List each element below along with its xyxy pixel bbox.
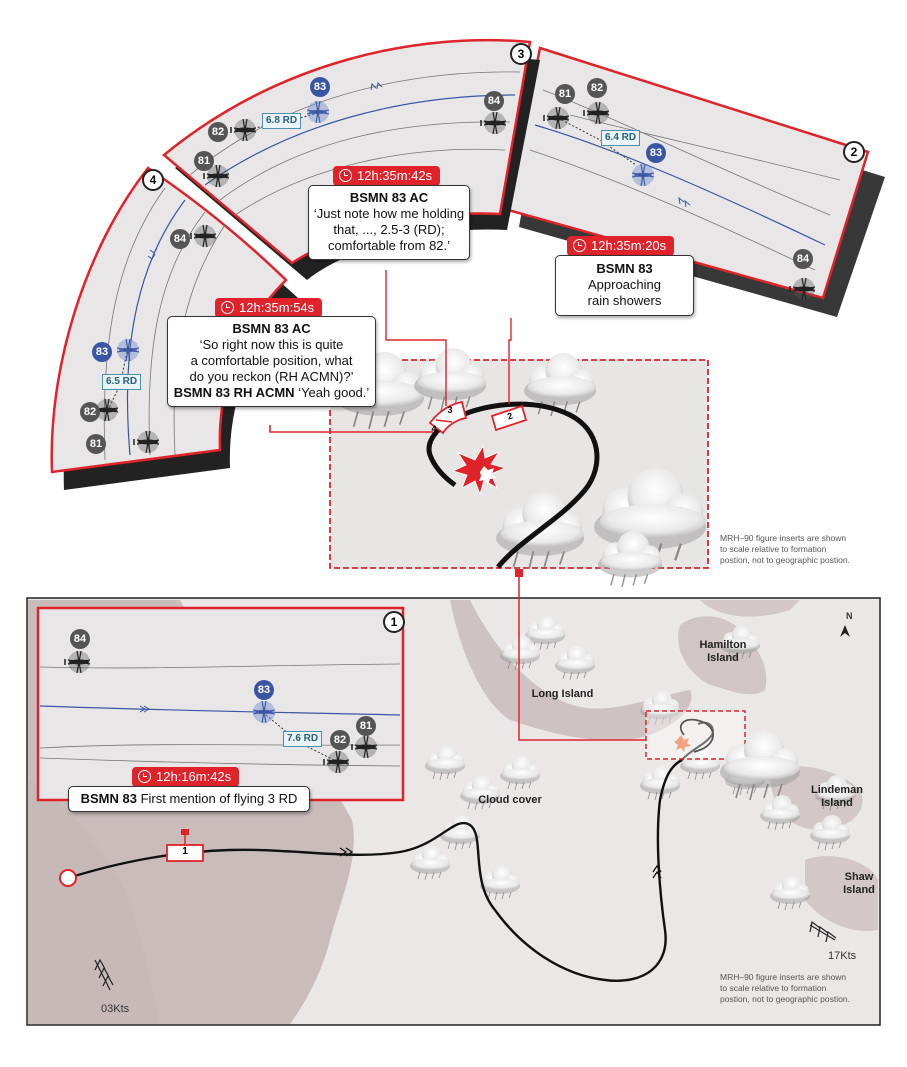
aircraft-badge-81-p2: 81 (555, 84, 575, 104)
time-badge-1 (132, 767, 239, 787)
path-marker-1: 1 (182, 846, 188, 857)
rd-label-p3: 6.8 RD (262, 113, 301, 129)
callout-line: a comfortable position, what (190, 353, 353, 368)
scale-note-bottom (720, 972, 850, 1005)
note-line: MRH–90 figure inserts are shown (720, 972, 847, 982)
callout-speaker: BSMN 83 AC (349, 190, 429, 205)
callout-line: that, ..., 2.5-3 (RD); (333, 222, 445, 237)
label-cloud-cover: Cloud cover (478, 794, 542, 806)
clock-icon (573, 239, 586, 252)
callout-reply (168, 385, 375, 401)
path-marker-4: 4 (431, 424, 437, 434)
callout-line: ‘Just note how me holding (313, 206, 465, 221)
time-label: 12h:35m:54s (239, 300, 315, 315)
label-wind-right: 17Kts (828, 950, 857, 962)
label-shaw-island: Shaw Island (843, 871, 875, 896)
rd-label-p2: 6.4 RD (601, 130, 640, 146)
scale-note-top (720, 533, 850, 566)
note-line: MRH–90 figure inserts are shown (720, 533, 847, 543)
aircraft-badge-83: 83 (310, 77, 330, 97)
aircraft-badge-83-p2: 83 (646, 143, 666, 163)
callout-line: First mention of flying 3 RD (140, 791, 298, 806)
aircraft-badge-83-p4: 83 (92, 342, 112, 362)
callout-speaker: BSMN 83 (80, 791, 137, 806)
label-hamilton-island: Hamilton Island (699, 639, 747, 664)
aircraft-badge-84-p2: 84 (793, 249, 813, 269)
note-line: to scale relative to formation (720, 544, 827, 554)
callout-line: rain showers (587, 293, 662, 308)
aircraft-badge-81-p4: 81 (86, 434, 106, 454)
callout-4 (167, 316, 376, 407)
panel-number-2: 2 (843, 141, 865, 163)
rd-label-p4: 6.5 RD (102, 374, 141, 390)
aircraft-badge-81-p1: 81 (356, 716, 376, 736)
callout-3 (308, 185, 470, 260)
path-marker-2: 2 (506, 410, 514, 422)
panel-number-1: 1 (383, 611, 405, 633)
aircraft-badge-84: 84 (484, 91, 504, 111)
callout-reply-text: ‘Yeah good.’ (298, 385, 370, 400)
callout-line: Approaching (588, 277, 661, 292)
aircraft-badge-83-p1: 83 (254, 680, 274, 700)
time-label: 12h:35m:20s (591, 238, 667, 253)
aircraft-badge-84-p4: 84 (170, 229, 190, 249)
callout-speaker-2: BSMN 83 RH ACMN (173, 385, 295, 400)
aircraft-badge-82: 82 (208, 122, 228, 142)
label-wind-left: 03Kts (101, 1003, 130, 1015)
time-badge-3 (333, 166, 440, 186)
panel-number-3: 3 (510, 43, 532, 65)
label-lindeman-island: Lindeman Island (811, 784, 863, 809)
time-badge-4 (215, 298, 322, 318)
clock-icon (339, 169, 352, 182)
callout-speaker: BSMN 83 (596, 261, 653, 276)
north-arrow-icon: N (846, 611, 853, 621)
label-long-island: Long Island (531, 688, 594, 700)
note-line: to scale relative to formation (720, 983, 827, 993)
callout-line: ‘So right now this is quite (199, 337, 344, 352)
aircraft-badge-82-p4: 82 (80, 402, 100, 422)
aircraft-badge-82-p1: 82 (330, 730, 350, 750)
time-label: 12h:16m:42s (156, 769, 232, 784)
path-marker-3: 3 (447, 405, 453, 415)
callout-2 (555, 255, 694, 316)
aircraft-badge-82-p2: 82 (587, 78, 607, 98)
time-label: 12h:35m:42s (357, 168, 433, 183)
callout-1 (68, 786, 310, 812)
callout-line: do you reckon (RH ACMN)?’ (189, 369, 354, 384)
note-line: postion, not to geographic postion. (720, 555, 850, 565)
clock-icon (221, 301, 234, 314)
callout-speaker: BSMN 83 AC (232, 321, 311, 336)
note-line: postion, not to geographic postion. (720, 994, 850, 1004)
aircraft-badge-81: 81 (194, 151, 214, 171)
time-badge-2 (567, 236, 674, 256)
panel-number-4: 4 (142, 169, 164, 191)
aircraft-badge-84-p1: 84 (70, 629, 90, 649)
clock-icon (138, 770, 151, 783)
callout-line: comfortable from 82.’ (327, 238, 451, 253)
rd-label-p1: 7.6 RD (283, 731, 322, 747)
